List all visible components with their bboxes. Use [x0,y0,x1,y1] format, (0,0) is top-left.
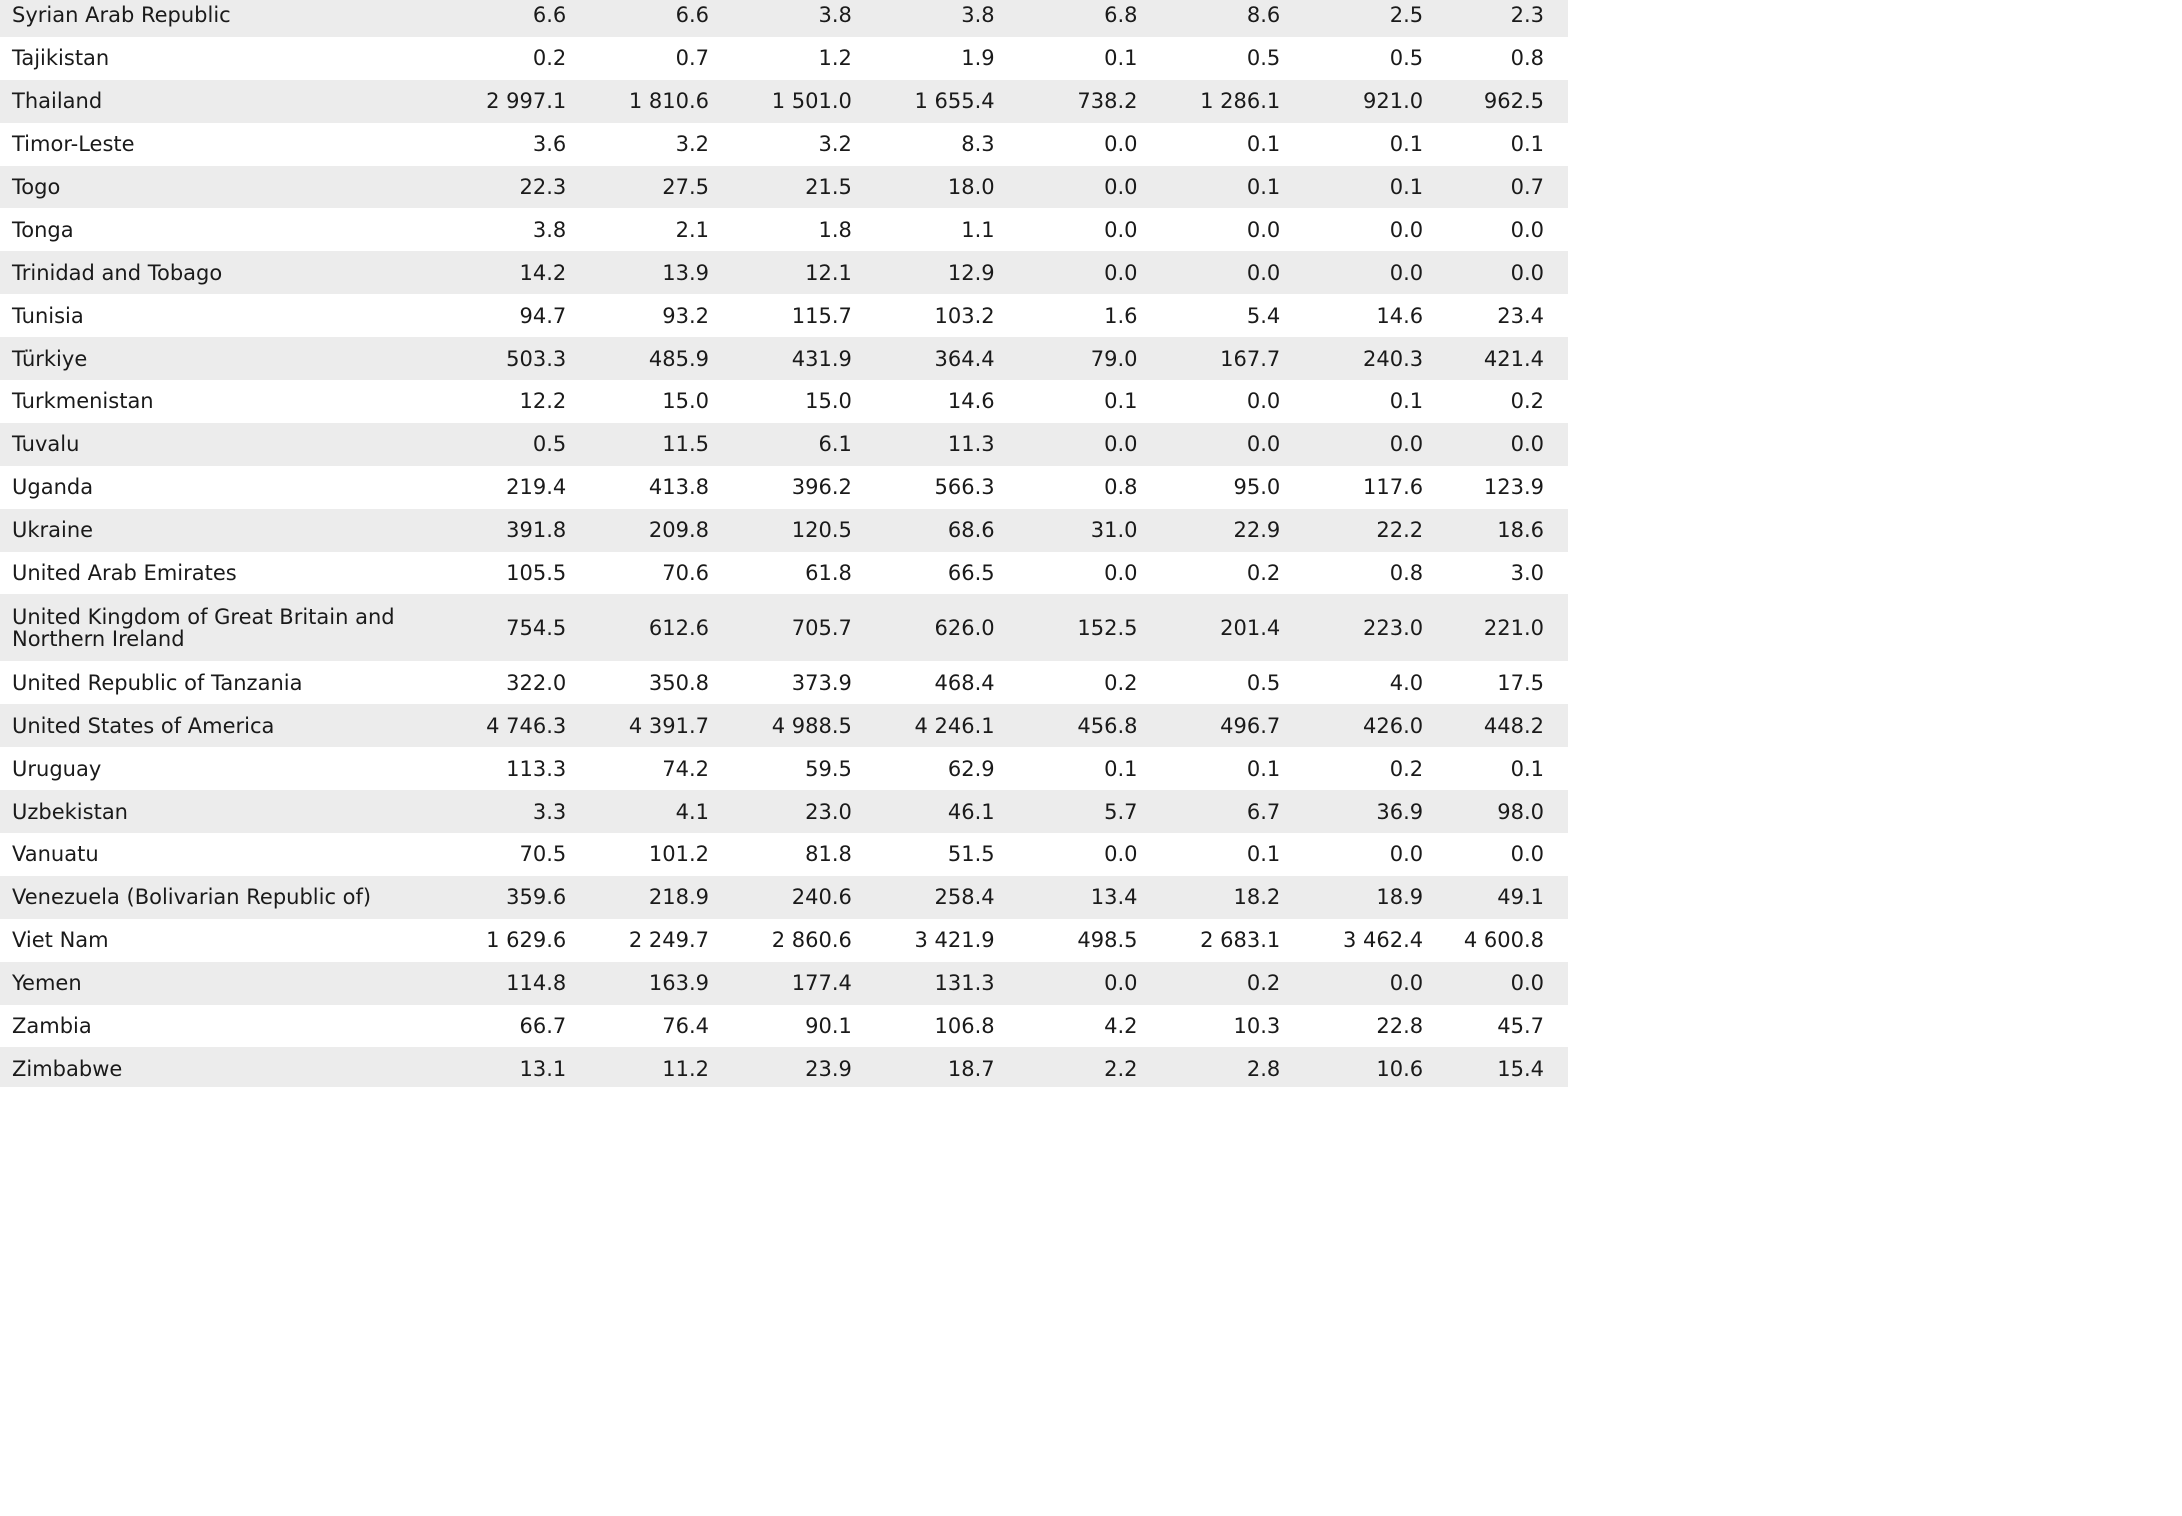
value-col-7-cell: 240.3 [1282,337,1425,380]
value-col-1-cell: 113.3 [425,747,568,790]
country-name-cell: Syrian Arab Republic [0,0,425,37]
country-name-cell: Trinidad and Tobago [0,251,425,294]
table-row [0,1005,1568,1048]
value-col-8-cell: 0.7 [1425,166,1568,209]
table-row [0,790,1568,833]
value-col-6-cell: 0.1 [1139,833,1282,876]
value-col-7-cell: 36.9 [1282,790,1425,833]
value-col-2-cell: 27.5 [568,166,711,209]
value-col-2-cell: 101.2 [568,833,711,876]
value-col-5-cell: 0.1 [997,37,1140,80]
country-name-cell: Timor-Leste [0,123,425,166]
value-col-3-cell: 120.5 [711,509,854,552]
table-row [0,919,1568,962]
value-col-4-cell: 3.8 [854,0,997,37]
country-name-cell: Venezuela (Bolivarian Republic of) [0,876,425,919]
table-row [0,337,1568,380]
country-name-cell: Tuvalu [0,423,425,466]
value-col-3-cell: 373.9 [711,661,854,704]
value-col-7-cell: 22.8 [1282,1005,1425,1048]
value-col-5-cell: 456.8 [997,704,1140,747]
value-col-4-cell: 626.0 [854,594,997,661]
value-col-4-cell: 468.4 [854,661,997,704]
value-col-1-cell: 1 629.6 [425,919,568,962]
value-col-1-cell: 70.5 [425,833,568,876]
value-col-7-cell: 223.0 [1282,594,1425,661]
value-col-6-cell: 2.8 [1139,1047,1282,1087]
table-row [0,876,1568,919]
value-col-8-cell: 98.0 [1425,790,1568,833]
value-col-4-cell: 62.9 [854,747,997,790]
value-col-8-cell: 18.6 [1425,509,1568,552]
table-row [0,423,1568,466]
value-col-4-cell: 8.3 [854,123,997,166]
value-col-8-cell: 17.5 [1425,661,1568,704]
value-col-1-cell: 3.6 [425,123,568,166]
country-name-cell: Tonga [0,208,425,251]
value-col-6-cell: 167.7 [1139,337,1282,380]
value-col-2-cell: 11.5 [568,423,711,466]
value-col-1-cell: 754.5 [425,594,568,661]
value-col-6-cell: 18.2 [1139,876,1282,919]
value-col-4-cell: 68.6 [854,509,997,552]
value-col-5-cell: 0.0 [997,423,1140,466]
value-col-7-cell: 426.0 [1282,704,1425,747]
country-name-cell: Zimbabwe [0,1047,425,1087]
table-row [0,747,1568,790]
value-col-1-cell: 22.3 [425,166,568,209]
value-col-5-cell: 0.0 [997,251,1140,294]
value-col-8-cell: 49.1 [1425,876,1568,919]
value-col-1-cell: 3.3 [425,790,568,833]
value-col-6-cell: 0.1 [1139,123,1282,166]
value-col-8-cell: 123.9 [1425,466,1568,509]
value-col-7-cell: 117.6 [1282,466,1425,509]
country-name-cell: Tunisia [0,294,425,337]
value-col-7-cell: 14.6 [1282,294,1425,337]
value-col-5-cell: 0.8 [997,466,1140,509]
table-row [0,466,1568,509]
value-col-1-cell: 219.4 [425,466,568,509]
table-row [0,0,1568,37]
value-col-5-cell: 1.6 [997,294,1140,337]
country-name-cell: United Arab Emirates [0,552,425,595]
value-col-4-cell: 18.0 [854,166,997,209]
value-col-6-cell: 201.4 [1139,594,1282,661]
value-col-3-cell: 1.2 [711,37,854,80]
value-col-5-cell: 498.5 [997,919,1140,962]
table-row [0,294,1568,337]
value-col-2-cell: 163.9 [568,962,711,1005]
value-col-7-cell: 0.1 [1282,123,1425,166]
value-col-4-cell: 364.4 [854,337,997,380]
value-col-4-cell: 1 655.4 [854,80,997,123]
table-row [0,594,1568,661]
country-name-cell: Ukraine [0,509,425,552]
value-col-2-cell: 2 249.7 [568,919,711,962]
value-col-2-cell: 0.7 [568,37,711,80]
table-row [0,208,1568,251]
value-col-2-cell: 218.9 [568,876,711,919]
value-col-7-cell: 0.0 [1282,208,1425,251]
value-col-2-cell: 15.0 [568,380,711,423]
value-col-7-cell: 4.0 [1282,661,1425,704]
value-col-6-cell: 6.7 [1139,790,1282,833]
table-row [0,962,1568,1005]
value-col-3-cell: 21.5 [711,166,854,209]
value-col-4-cell: 3 421.9 [854,919,997,962]
value-col-3-cell: 705.7 [711,594,854,661]
value-col-3-cell: 115.7 [711,294,854,337]
table-row [0,661,1568,704]
value-col-3-cell: 240.6 [711,876,854,919]
value-col-8-cell: 0.0 [1425,208,1568,251]
value-col-7-cell: 0.1 [1282,380,1425,423]
value-col-2-cell: 485.9 [568,337,711,380]
country-name-cell: United Republic of Tanzania [0,661,425,704]
value-col-5-cell: 0.0 [997,123,1140,166]
table-row [0,833,1568,876]
value-col-8-cell: 0.0 [1425,423,1568,466]
value-col-8-cell: 0.1 [1425,747,1568,790]
value-col-1-cell: 13.1 [425,1047,568,1087]
value-col-6-cell: 1 286.1 [1139,80,1282,123]
value-col-2-cell: 413.8 [568,466,711,509]
value-col-7-cell: 0.0 [1282,251,1425,294]
value-col-2-cell: 2.1 [568,208,711,251]
value-col-6-cell: 0.2 [1139,552,1282,595]
value-col-8-cell: 2.3 [1425,0,1568,37]
value-col-5-cell: 0.1 [997,747,1140,790]
value-col-1-cell: 503.3 [425,337,568,380]
value-col-5-cell: 4.2 [997,1005,1140,1048]
country-name-cell: Uzbekistan [0,790,425,833]
value-col-7-cell: 0.0 [1282,962,1425,1005]
value-col-6-cell: 8.6 [1139,0,1282,37]
value-col-8-cell: 45.7 [1425,1005,1568,1048]
value-col-4-cell: 1.9 [854,37,997,80]
country-name-cell: Viet Nam [0,919,425,962]
table-row [0,380,1568,423]
value-col-7-cell: 0.8 [1282,552,1425,595]
value-col-2-cell: 4.1 [568,790,711,833]
value-col-1-cell: 322.0 [425,661,568,704]
value-col-3-cell: 59.5 [711,747,854,790]
value-col-3-cell: 2 860.6 [711,919,854,962]
value-col-7-cell: 18.9 [1282,876,1425,919]
value-col-3-cell: 3.2 [711,123,854,166]
value-col-6-cell: 0.5 [1139,661,1282,704]
value-col-2-cell: 3.2 [568,123,711,166]
value-col-1-cell: 94.7 [425,294,568,337]
value-col-6-cell: 10.3 [1139,1005,1282,1048]
country-name-cell: United States of America [0,704,425,747]
value-col-6-cell: 0.2 [1139,962,1282,1005]
value-col-8-cell: 23.4 [1425,294,1568,337]
value-col-5-cell: 0.2 [997,661,1140,704]
value-col-8-cell: 221.0 [1425,594,1568,661]
country-name-cell: Thailand [0,80,425,123]
value-col-3-cell: 15.0 [711,380,854,423]
value-col-6-cell: 0.0 [1139,208,1282,251]
value-col-6-cell: 0.0 [1139,251,1282,294]
value-col-8-cell: 0.0 [1425,251,1568,294]
value-col-3-cell: 431.9 [711,337,854,380]
value-col-6-cell: 5.4 [1139,294,1282,337]
value-col-3-cell: 1 501.0 [711,80,854,123]
value-col-7-cell: 0.2 [1282,747,1425,790]
value-col-1-cell: 12.2 [425,380,568,423]
value-col-6-cell: 0.0 [1139,423,1282,466]
value-col-3-cell: 61.8 [711,552,854,595]
value-col-4-cell: 258.4 [854,876,997,919]
value-col-3-cell: 81.8 [711,833,854,876]
value-col-8-cell: 448.2 [1425,704,1568,747]
value-col-5-cell: 31.0 [997,509,1140,552]
table-row [0,509,1568,552]
country-name-cell: Togo [0,166,425,209]
value-col-8-cell: 0.0 [1425,962,1568,1005]
value-col-8-cell: 0.1 [1425,123,1568,166]
value-col-3-cell: 1.8 [711,208,854,251]
value-col-2-cell: 4 391.7 [568,704,711,747]
value-col-4-cell: 46.1 [854,790,997,833]
value-col-4-cell: 566.3 [854,466,997,509]
value-col-5-cell: 152.5 [997,594,1140,661]
value-col-5-cell: 13.4 [997,876,1140,919]
value-col-7-cell: 22.2 [1282,509,1425,552]
value-col-7-cell: 3 462.4 [1282,919,1425,962]
value-col-7-cell: 2.5 [1282,0,1425,37]
value-col-6-cell: 0.1 [1139,166,1282,209]
value-col-1-cell: 391.8 [425,509,568,552]
value-col-7-cell: 0.5 [1282,37,1425,80]
value-col-1-cell: 2 997.1 [425,80,568,123]
value-col-8-cell: 15.4 [1425,1047,1568,1087]
value-col-1-cell: 105.5 [425,552,568,595]
value-col-5-cell: 0.0 [997,962,1140,1005]
value-col-4-cell: 103.2 [854,294,997,337]
value-col-2-cell: 93.2 [568,294,711,337]
value-col-5-cell: 738.2 [997,80,1140,123]
value-col-5-cell: 0.0 [997,833,1140,876]
value-col-6-cell: 2 683.1 [1139,919,1282,962]
value-col-2-cell: 209.8 [568,509,711,552]
value-col-8-cell: 0.0 [1425,833,1568,876]
value-col-5-cell: 79.0 [997,337,1140,380]
value-col-1-cell: 6.6 [425,0,568,37]
value-col-5-cell: 6.8 [997,0,1140,37]
value-col-1-cell: 114.8 [425,962,568,1005]
value-col-4-cell: 106.8 [854,1005,997,1048]
value-col-7-cell: 10.6 [1282,1047,1425,1087]
country-name-cell: United Kingdom of Great Britain and Northern Ireland [0,594,425,661]
value-col-4-cell: 18.7 [854,1047,997,1087]
country-name-cell: Uganda [0,466,425,509]
table-row [0,123,1568,166]
table-row [0,80,1568,123]
value-col-7-cell: 921.0 [1282,80,1425,123]
value-col-2-cell: 6.6 [568,0,711,37]
value-col-7-cell: 0.1 [1282,166,1425,209]
value-col-4-cell: 11.3 [854,423,997,466]
value-col-2-cell: 612.6 [568,594,711,661]
value-col-8-cell: 0.8 [1425,37,1568,80]
value-col-7-cell: 0.0 [1282,423,1425,466]
value-col-1-cell: 66.7 [425,1005,568,1048]
value-col-3-cell: 23.0 [711,790,854,833]
country-name-cell: Yemen [0,962,425,1005]
value-col-4-cell: 4 246.1 [854,704,997,747]
value-col-6-cell: 0.0 [1139,380,1282,423]
table-row [0,251,1568,294]
value-col-6-cell: 0.1 [1139,747,1282,790]
value-col-1-cell: 3.8 [425,208,568,251]
country-name-cell: Türkiye [0,337,425,380]
country-name-cell: Zambia [0,1005,425,1048]
value-col-8-cell: 4 600.8 [1425,919,1568,962]
value-col-1-cell: 14.2 [425,251,568,294]
country-name-cell: Vanuatu [0,833,425,876]
country-name-cell: Tajikistan [0,37,425,80]
value-col-6-cell: 95.0 [1139,466,1282,509]
value-col-3-cell: 4 988.5 [711,704,854,747]
value-col-2-cell: 76.4 [568,1005,711,1048]
value-col-2-cell: 11.2 [568,1047,711,1087]
table-row [0,704,1568,747]
value-col-5-cell: 2.2 [997,1047,1140,1087]
table-row [0,166,1568,209]
value-col-1-cell: 0.2 [425,37,568,80]
value-col-1-cell: 0.5 [425,423,568,466]
value-col-4-cell: 131.3 [854,962,997,1005]
value-col-4-cell: 51.5 [854,833,997,876]
value-col-4-cell: 66.5 [854,552,997,595]
value-col-1-cell: 359.6 [425,876,568,919]
value-col-3-cell: 3.8 [711,0,854,37]
value-col-8-cell: 3.0 [1425,552,1568,595]
value-col-4-cell: 1.1 [854,208,997,251]
value-col-3-cell: 396.2 [711,466,854,509]
value-col-3-cell: 12.1 [711,251,854,294]
value-col-7-cell: 0.0 [1282,833,1425,876]
value-col-3-cell: 23.9 [711,1047,854,1087]
country-name-cell: Turkmenistan [0,380,425,423]
value-col-2-cell: 70.6 [568,552,711,595]
value-col-5-cell: 0.1 [997,380,1140,423]
value-col-3-cell: 90.1 [711,1005,854,1048]
value-col-6-cell: 0.5 [1139,37,1282,80]
table-row [0,37,1568,80]
value-col-3-cell: 6.1 [711,423,854,466]
table-row [0,552,1568,595]
value-col-4-cell: 14.6 [854,380,997,423]
value-col-6-cell: 496.7 [1139,704,1282,747]
value-col-5-cell: 0.0 [997,552,1140,595]
value-col-5-cell: 0.0 [997,208,1140,251]
value-col-2-cell: 1 810.6 [568,80,711,123]
value-col-4-cell: 12.9 [854,251,997,294]
table-row [0,1047,1568,1087]
value-col-2-cell: 350.8 [568,661,711,704]
value-col-8-cell: 421.4 [1425,337,1568,380]
value-col-6-cell: 22.9 [1139,509,1282,552]
value-col-2-cell: 13.9 [568,251,711,294]
value-col-1-cell: 4 746.3 [425,704,568,747]
value-col-5-cell: 5.7 [997,790,1140,833]
value-col-8-cell: 0.2 [1425,380,1568,423]
value-col-5-cell: 0.0 [997,166,1140,209]
country-name-cell: Uruguay [0,747,425,790]
value-col-2-cell: 74.2 [568,747,711,790]
value-col-3-cell: 177.4 [711,962,854,1005]
value-col-8-cell: 962.5 [1425,80,1568,123]
